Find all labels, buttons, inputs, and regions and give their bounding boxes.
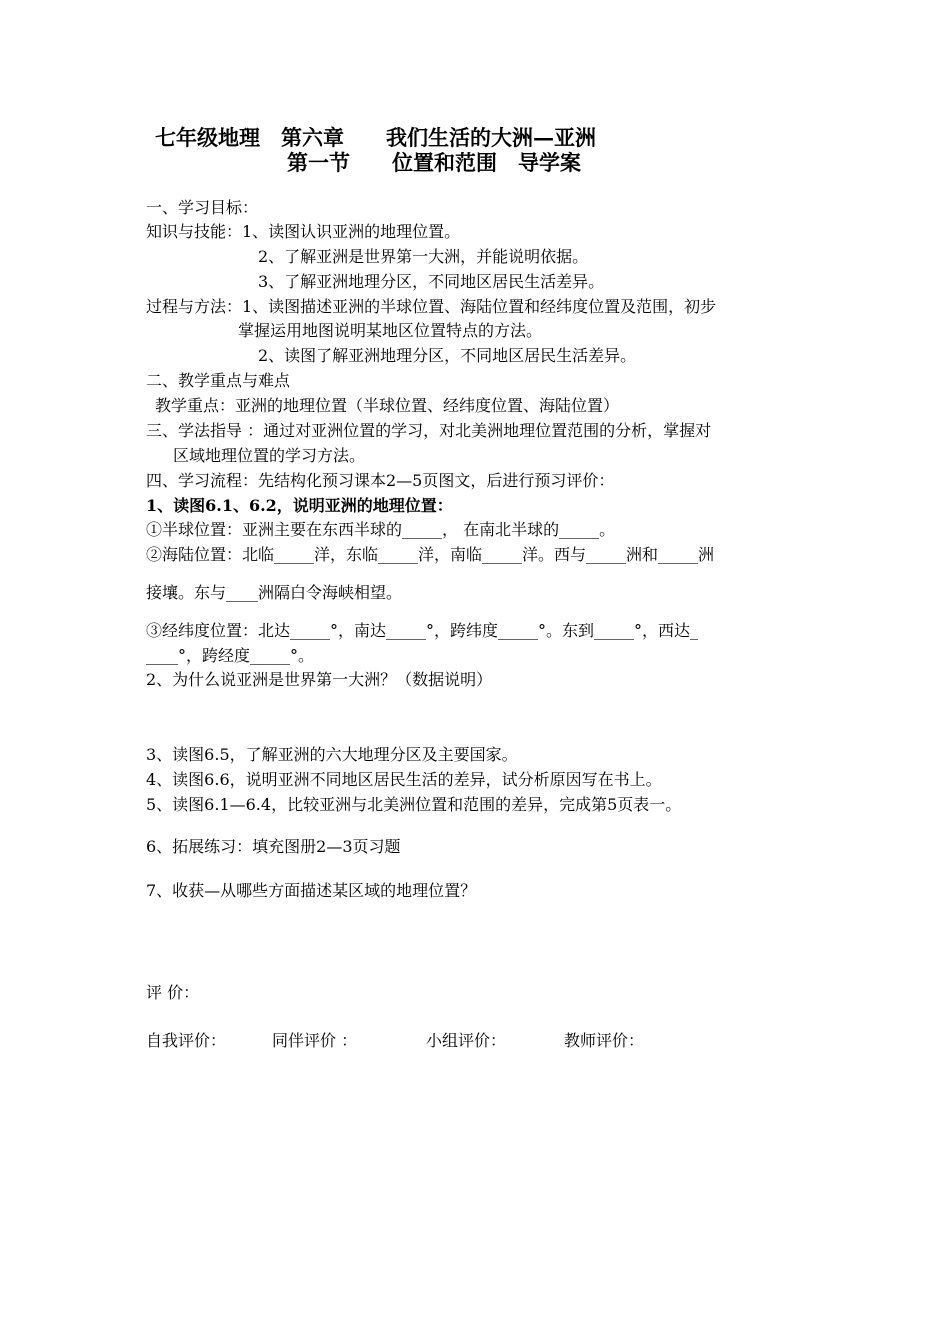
lat-long-position: ③经纬度位置：北达_____°，南达_____°，跨纬度_____°。东到_____°，西达_ [146, 621, 699, 640]
question-2: 2、为什么说亚洲是世界第一大洲？（数据说明） [146, 670, 493, 689]
question-1: 1、读图6.1、6.2，说明亚洲的地理位置： [146, 496, 453, 515]
process-method-1-cont: 掌握运用地图说明某地区位置特点的方法。 [238, 321, 543, 340]
group-evaluation-label: 小组评价： [426, 1031, 507, 1050]
knowledge-skill-1: 知识与技能：1、读图认识亚洲的地理位置。 [146, 222, 461, 241]
teacher-evaluation-label: 教师评价： [564, 1031, 645, 1050]
study-method: 三、学法指导 ：通过对亚洲位置的学习，对北美洲地理位置范围的分析，掌握对 [146, 421, 712, 440]
question-3: 3、读图6.5，了解亚洲的六大地理分区及主要国家。 [146, 745, 518, 764]
peer-evaluation-label: 同伴评价 ： [272, 1031, 358, 1050]
learning-process-heading: 四、学习流程：先结构化预习课本2—5页图文，后进行预习评价： [146, 471, 615, 490]
process-method-1: 过程与方法：1、读图描述亚洲的半球位置、海陆位置和经纬度位置及范围，初步 [146, 297, 717, 316]
title-line-1: 七年级地理 第六章 我们生活的大洲—亚洲 [155, 125, 596, 150]
knowledge-skill-2: 2、了解亚洲是世界第一大洲，并能说明依据。 [258, 247, 589, 266]
question-4: 4、读图6.6，说明亚洲不同地区居民生活的差异，试分析原因写在书上。 [146, 770, 662, 789]
title-line-2: 第一节 位置和范围 导学案 [287, 150, 581, 175]
key-point: 教学重点：亚洲的地理位置（半球位置、经纬度位置、海陆位置） [155, 396, 620, 415]
section-key-points-heading: 二、教学重点与难点 [146, 371, 291, 390]
self-evaluation-label: 自我评价： [146, 1031, 227, 1050]
land-sea-position: ②海陆位置：北临_____洋，东临_____洋，南临_____洋。西与_____洲和_____洲 [146, 545, 715, 564]
section-objectives-heading: 一、学习目标： [146, 198, 259, 217]
question-5: 5、读图6.1—6.4，比较亚洲与北美洲位置和范围的差异，完成第5页表一。 [146, 795, 682, 814]
question-7: 7、收获—从哪些方面描述某区域的地理位置？ [146, 881, 477, 900]
process-method-2: 2、读图了解亚洲地理分区，不同地区居民生活差异。 [258, 346, 637, 365]
knowledge-skill-3: 3、了解亚洲地理分区，不同地区居民生活差异。 [258, 272, 605, 291]
hemisphere-position: ①半球位置：亚洲主要在东西半球的_____， 在南北半球的_____。 [146, 520, 616, 539]
lat-long-position-cont: ____°，跨经度_____°。 [146, 646, 315, 665]
question-6: 6、拓展练习：填充图册2—3页习题 [146, 837, 401, 856]
study-method-cont: 区域地理位置的学习方法。 [173, 446, 366, 465]
land-sea-position-cont: 接壤。东与____洲隔白令海峡相望。 [146, 583, 403, 602]
evaluation-heading: 评 价： [146, 983, 200, 1002]
